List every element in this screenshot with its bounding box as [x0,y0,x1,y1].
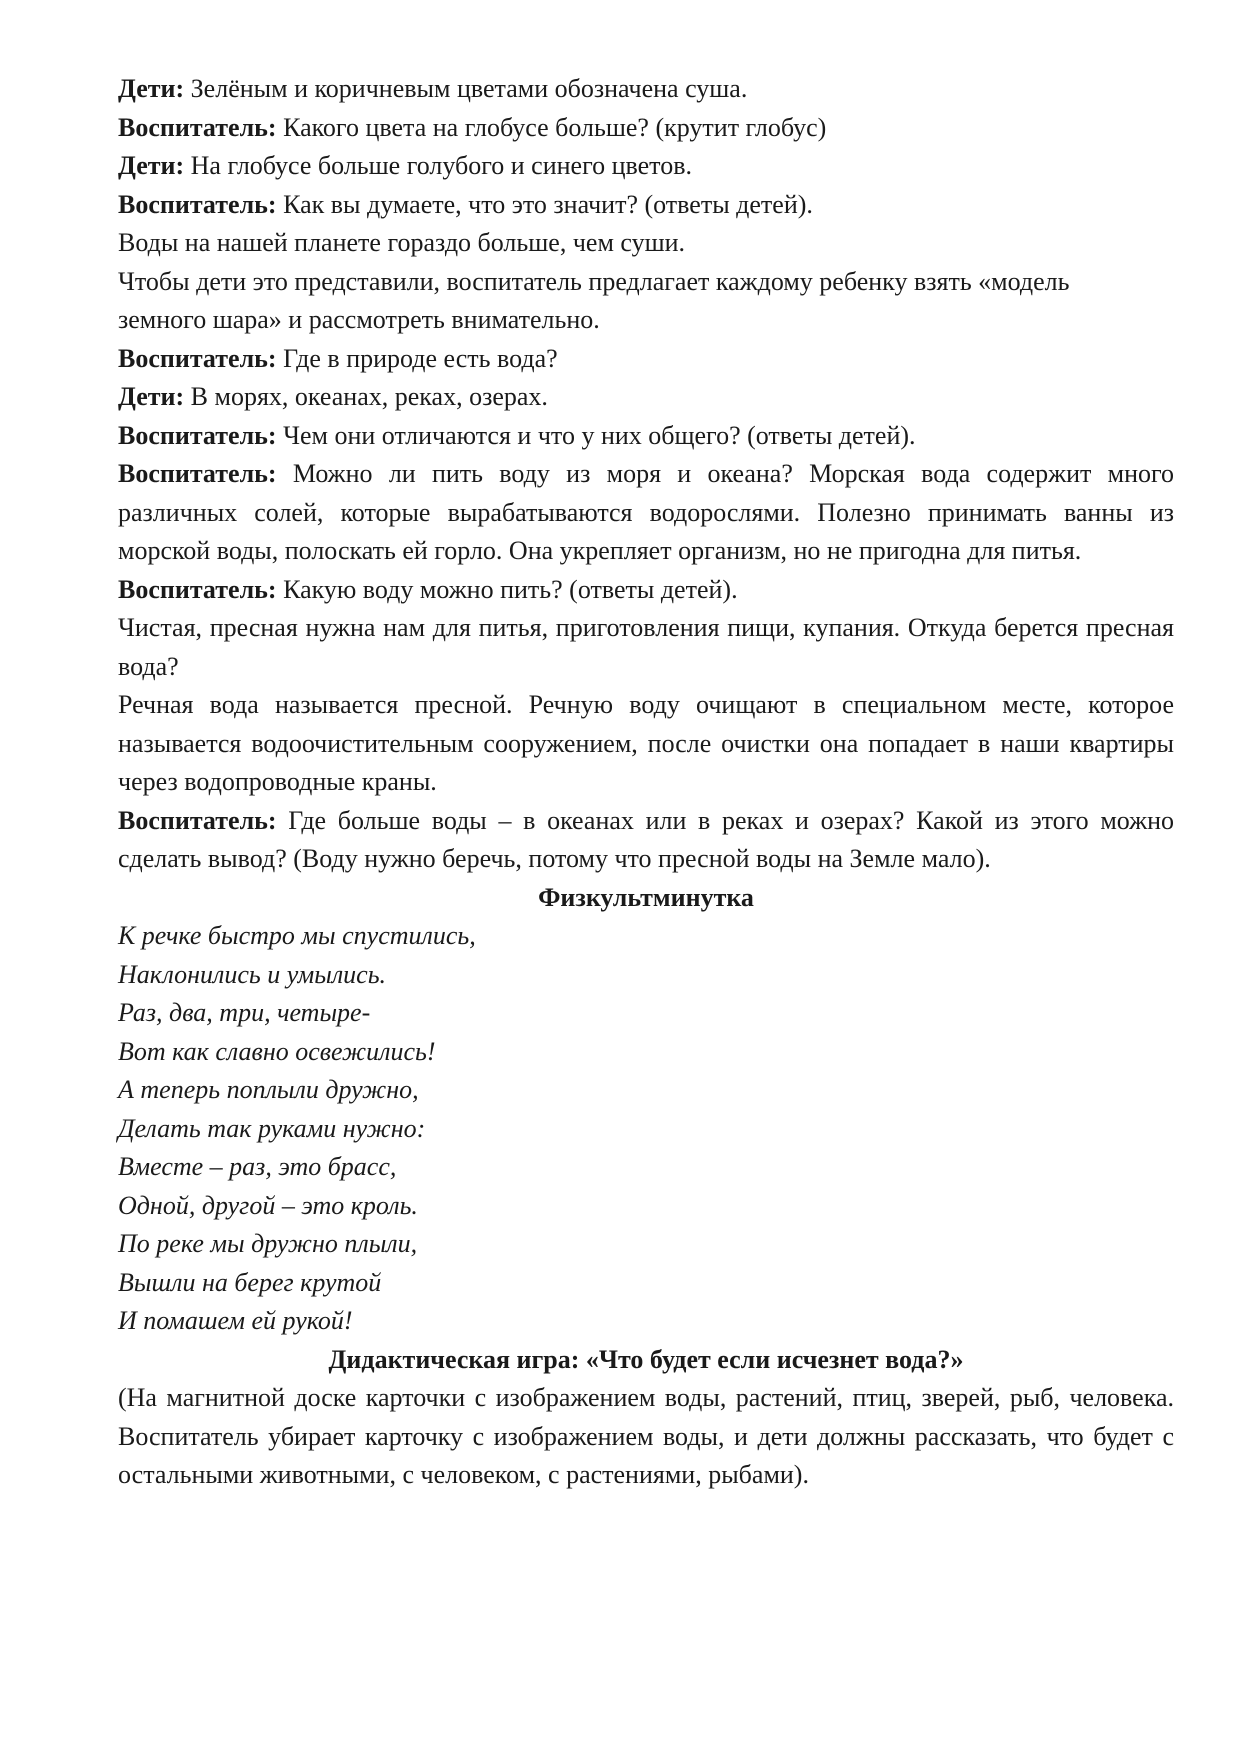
poem-line: По реке мы дружно плыли, [118,1229,418,1258]
section-heading: Дидактическая игра: «Что будет если исчезнет вода?» [328,1344,964,1374]
dialogue-line [118,109,1174,148]
dialogue-line [118,186,1174,225]
poem-line: Вышли на берег крутой [118,1267,382,1297]
section-heading: Физкультминутка [538,882,754,912]
dialogue-line [118,147,1174,186]
speaker-label: Воспитатель: [118,574,277,604]
dialogue-line [118,378,1174,417]
dialogue-text: Какую воду можно пить? (ответы детей). [276,574,738,604]
narration-paragraph: Речная вода называется пресной. Речную воду очищают в специальном месте, которое называется водоочистительным сооружением, после очистки она попадает в наши квартиры через водопроводные краны. [118,690,1174,796]
poem-line: Делать так руками нужно: [118,1113,426,1143]
dialogue-text: Можно ли пить воду из моря и океана? Морская вода содержит много различных солей, которые вырабатываются водорослями. Полезно принимать ванны из морской воды, полоскать ей горло. Она укрепляет организм, но не пригодна для питья. [118,459,1174,565]
game-description: (На магнитной доске карточки с изображением воды, растений, птиц, зверей, рыб, человека. Воспитатель убирает карточку с изображением воды, и дети должны рассказать, что будет с остальными животными, с человеком, с растениями, рыбами). [118,1383,1174,1489]
dialogue-text: В морях, океанах, реках, озерах. [184,382,548,411]
dialogue-line [118,802,1174,879]
dialogue-text: Какого цвета на глобусе больше? (крутит глобус) [276,112,827,142]
dialogue-text: На глобусе больше голубого и синего цветов. [184,151,692,180]
narration-paragraph: Чтобы дети это представили, воспитатель предлагает каждому ребенку взять «модель земного шара» и рассмотреть внимательно. [118,266,1070,334]
poem-line: Раз, два, три, четыре- [118,998,371,1027]
poem-line: А теперь поплыли дружно, [118,1075,419,1104]
speaker-label: Воспитатель: [118,459,277,488]
speaker-label: Воспитатель: [118,343,277,373]
speaker-label: Воспитатель: [118,805,277,835]
dialogue-line [118,571,1174,610]
dialogue-text: Чем они отличаются и что у них общего? (ответы детей). [276,420,916,450]
poem [118,917,1174,1341]
speaker-label: Дети: [118,151,185,180]
dialogue-line [118,70,1174,109]
dialogue-line [118,340,1174,379]
dialogue-text: Где в природе есть вода? [276,343,558,373]
poem-line: Вот как славно освежились! [118,1036,436,1066]
speaker-label: Дети: [118,382,185,411]
speaker-label: Воспитатель: [118,189,277,219]
dialogue-text: Зелёным и коричневым цветами обозначена суша. [184,74,748,103]
dialogue-text: Где больше воды – в океанах или в реках и озерах? Какой из этого можно сделать вывод? (Воду нужно беречь, потому что пресной воды на Земле мало). [118,805,1174,873]
poem-line: И помашем ей рукой! [118,1306,353,1335]
poem-line: Наклонились и умылись. [118,959,387,989]
poem-line: К речке быстро мы спустились, [118,921,476,950]
dialogue-line [118,455,1174,571]
speaker-label: Воспитатель: [118,112,277,142]
narration-paragraph: Воды на нашей планете гораздо больше, чем суши. [118,228,686,257]
narration-paragraph: Чистая, пресная нужна нам для питья, приготовления пищи, купания. Откуда берется пресная вода? [118,613,1174,681]
poem-line: Одной, другой – это кроль. [118,1190,418,1220]
speaker-label: Дети: [118,74,185,103]
dialogue-text: Как вы думаете, что это значит? (ответы детей). [276,189,813,219]
speaker-label: Воспитатель: [118,420,277,450]
poem-line: Вместе – раз, это брасс, [118,1152,397,1181]
dialogue-line [118,417,1174,456]
